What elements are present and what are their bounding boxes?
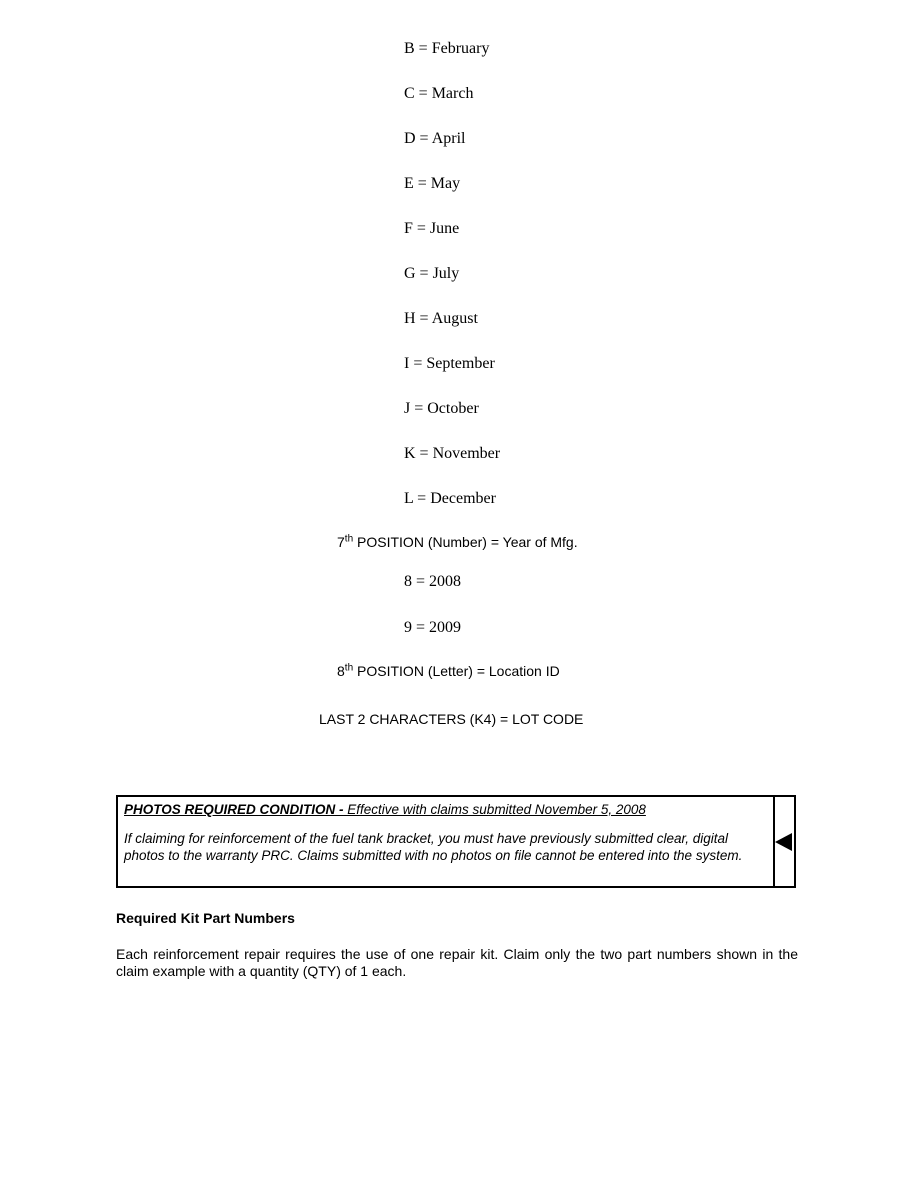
- month-code-june: F = June: [404, 220, 460, 237]
- position-7-number: 7: [337, 534, 345, 550]
- change-marker-icon: [775, 833, 792, 851]
- position-7-suffix: th: [344, 533, 354, 545]
- lot-code-line: LAST 2 CHARACTERS (K4) = LOT CODE: [319, 711, 584, 727]
- year-code-2009: 9 = 2009: [404, 619, 462, 636]
- notice-title-rest: Effective with claims submitted November 5, 2008: [343, 802, 646, 817]
- notice-title-bold: PHOTOS REQUIRED CONDITION -: [124, 802, 344, 817]
- position-8-label: POSITION (Letter) = Location ID: [353, 663, 560, 679]
- position-7-label: POSITION (Number) = Year of Mfg.: [353, 534, 578, 550]
- month-code-august: H = August: [404, 310, 478, 327]
- month-code-december: L = December: [404, 490, 496, 507]
- notice-text: If claiming for reinforcement of the fuel tank bracket, you must have previously submitted clear, digital photos to the warranty PRC. Claims submitted with no photos on file cannot be entered into the system.: [124, 831, 743, 863]
- notice-body: [118, 797, 775, 886]
- photos-required-notice: [116, 795, 796, 888]
- position-8-number: 8: [337, 663, 345, 679]
- month-code-march: C = March: [404, 85, 474, 102]
- month-code-september: I = September: [404, 355, 495, 372]
- position-7-heading: [337, 534, 578, 550]
- notice-title: [124, 801, 767, 818]
- month-code-july: G = July: [404, 265, 460, 282]
- kit-section-paragraph: Each reinforcement repair requires the use of one repair kit. Claim only the two part numbers shown in the claim example with a quantity (QTY) of 1 each.: [116, 946, 798, 979]
- year-code-2008: 8 = 2008: [404, 573, 462, 590]
- month-code-may: E = May: [404, 175, 461, 192]
- kit-section-heading: Required Kit Part Numbers: [116, 910, 295, 926]
- month-code-february: B = February: [404, 40, 490, 57]
- position-8-suffix: th: [344, 662, 354, 674]
- position-8-heading: [337, 663, 560, 679]
- month-code-april: D = April: [404, 130, 466, 147]
- month-code-october: J = October: [404, 400, 479, 417]
- month-code-november: K = November: [404, 445, 501, 462]
